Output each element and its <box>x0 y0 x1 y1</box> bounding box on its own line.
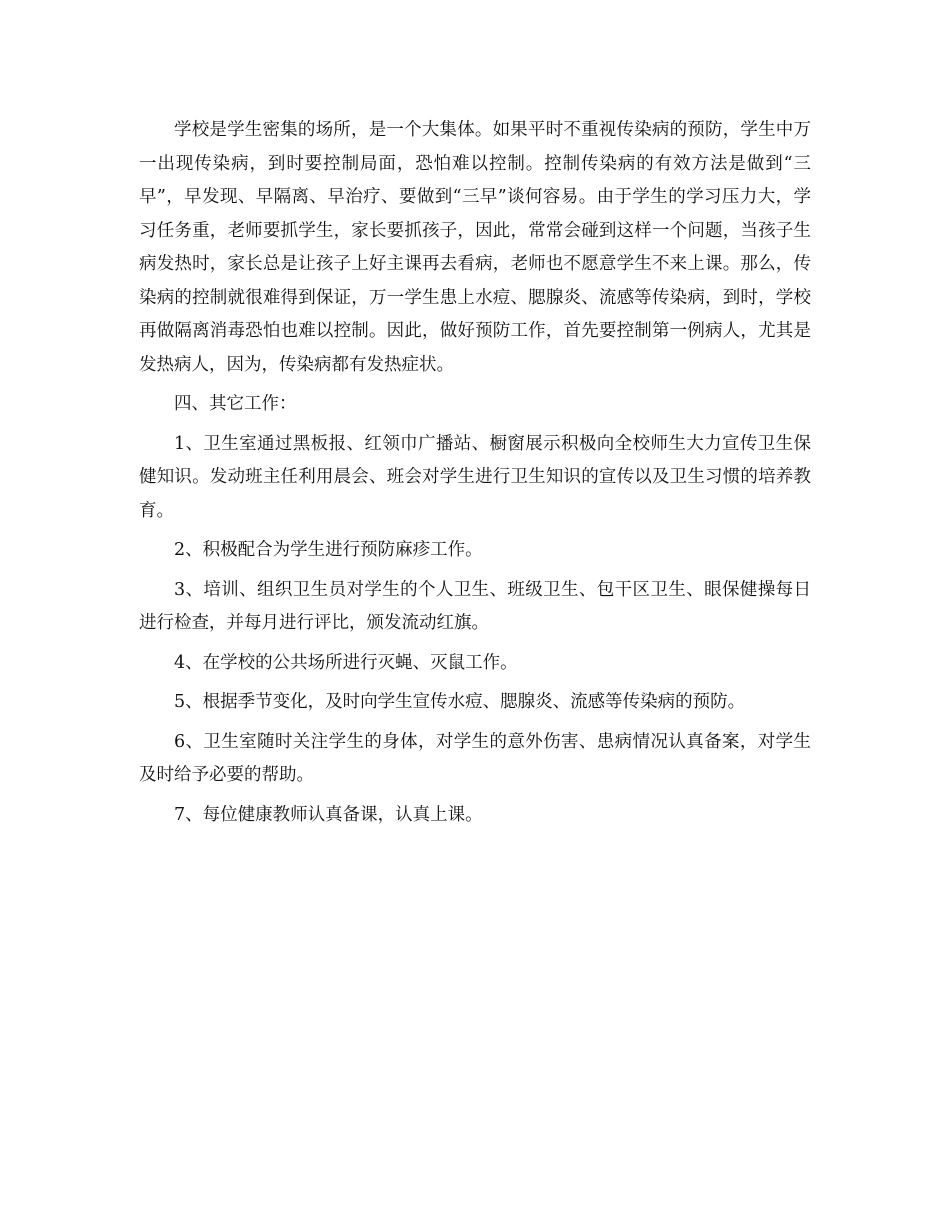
list-item: 1、卫生室通过黑板报、红领巾广播站、橱窗展示积极向全校师生大力宣传卫生保健知识。发动班主任利用晨会、班会对学生进行卫生知识的宣传以及卫生习惯的培养教育。 <box>139 433 811 521</box>
section-heading: 四、其它工作： <box>174 394 297 414</box>
list-item: 4、在学校的公共场所进行灭蝇、灭鼠工作。 <box>174 652 518 673</box>
list-item: 7、每位健康教师认真备课，认真上课。 <box>174 804 483 825</box>
intro-paragraph: 学校是学生密集的场所，是一个大集体。如果平时不重视传染病的预防，学生中万一出现传染病，到时要控制局面，恐怕难以控制。控制传染病的有效方法是做到“三早”，早发现、早隔离、早治疗、要做到“三早”谈何容易。由于学生的学习压力大，学习任务重，老师要抓学生，家长要抓孩子，因此，常常会碰到这样一个问题，当孩子生病发热时，家长总是让孩子上好主课再去看病，老师也不愿意学生不来上课。那么，传染病的控制就很难得到保证，万一学生患上水痘、腮腺炎、流感等传染病，到时，学校再做隔离消毒恐怕也难以控制。因此，做好预防工作，首先要控制第一例病人，尤其是发热病人，因为，传染病都有发热症状。 <box>139 120 811 375</box>
list-item: 6、卫生室随时关注学生的身体，对学生的意外伤害、患病情况认真备案，对学生及时给予必要的帮助。 <box>139 731 811 785</box>
document-body <box>139 114 811 838</box>
list-item: 3、培训、组织卫生员对学生的个人卫生、班级卫生、包干区卫生、眼保健操每日进行检查，并每月进行评比，颁发流动红旗。 <box>139 579 811 633</box>
list-item: 2、积极配合为学生进行预防麻疹工作。 <box>174 540 483 560</box>
list-item: 5、根据季节变化，及时向学生宣传水痘、腮腺炎、流感等传染病的预防。 <box>174 692 746 712</box>
